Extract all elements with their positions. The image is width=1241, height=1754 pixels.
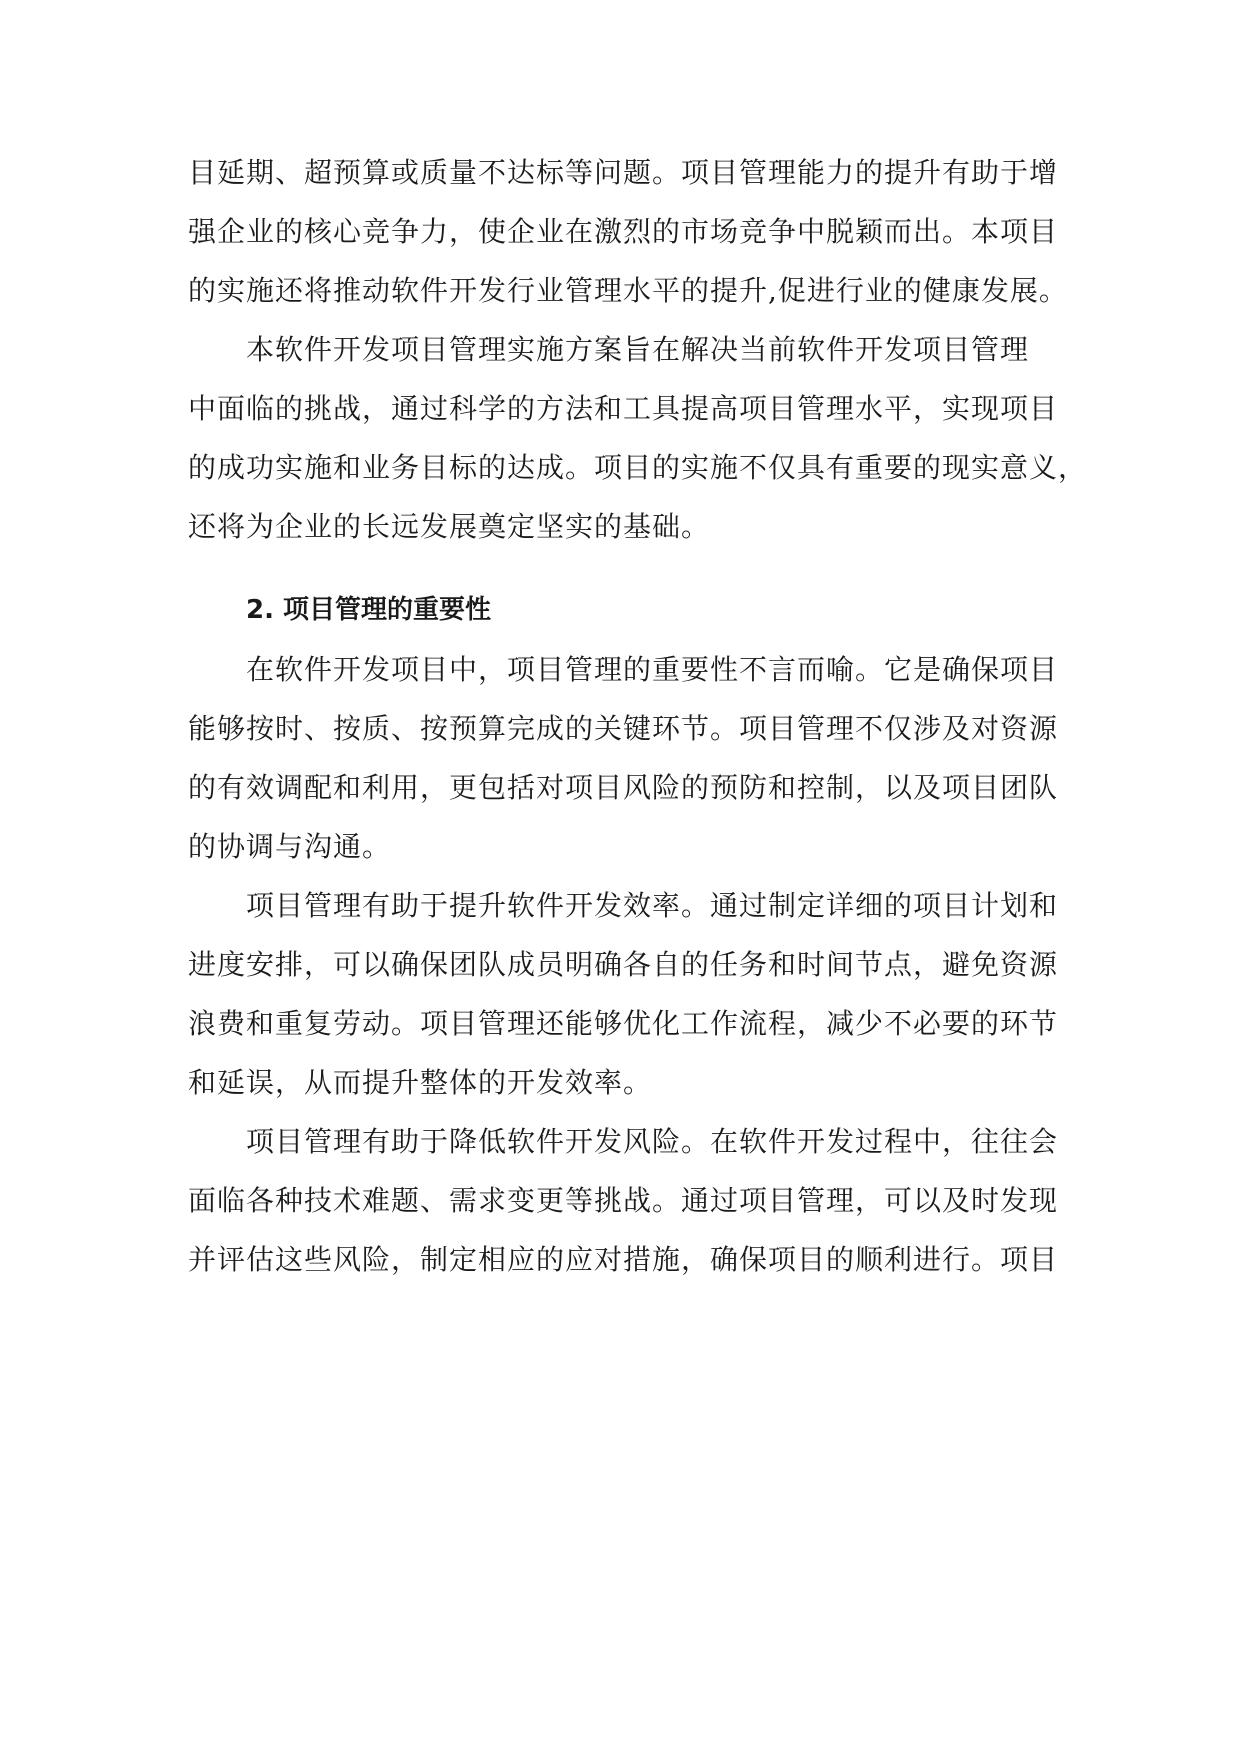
paragraph-line: 浪费和重复劳动。项目管理还能够优化工作流程，减少不必要的环节 bbox=[188, 1007, 1059, 1040]
paragraph-line: 和延误，从而提升整体的开发效率。 bbox=[188, 1066, 653, 1099]
paragraph-line: 并评估这些风险，制定相应的应对措施，确保项目的顺利进行。项目 bbox=[188, 1243, 1059, 1276]
paragraph-line: 还将为企业的长远发展奠定坚实的基础。 bbox=[188, 510, 711, 543]
spacer bbox=[188, 556, 1068, 581]
section-number: 2. bbox=[246, 595, 274, 625]
paragraph-line: 中面临的挑战，通过科学的方法和工具提高项目管理水平，实现项目 bbox=[188, 392, 1059, 425]
paragraph-line: 面临各种技术难题、需求变更等挑战。通过项目管理，可以及时发现 bbox=[188, 1184, 1059, 1217]
paragraph-first-line: 项目管理有助于提升软件开发效率。通过制定详细的项目计划和 bbox=[246, 889, 1059, 922]
paragraph-first-line: 本软件开发项目管理实施方案旨在解决当前软件开发项目管理 bbox=[246, 333, 1030, 366]
paragraph-line: 能够按时、按质、按预算完成的关键环节。项目管理不仅涉及对资源 bbox=[188, 712, 1059, 745]
document-body bbox=[188, 143, 1088, 1289]
paragraph-first-line: 在软件开发项目中，项目管理的重要性不言而喻。它是确保项目 bbox=[246, 653, 1059, 686]
paragraph-line: 目延期、超预算或质量不达标等问题。项目管理能力的提升有助于增 bbox=[188, 156, 1059, 189]
section-heading bbox=[188, 581, 1068, 640]
paragraph-first-line: 项目管理有助于降低软件开发风险。在软件开发过程中，往往会 bbox=[246, 1125, 1059, 1158]
section-title: 项目管理的重要性 bbox=[283, 595, 492, 625]
paragraph-line: 进度安排，可以确保团队成员明确各自的任务和时间节点，避免资源 bbox=[188, 948, 1059, 981]
paragraph-line: 的有效调配和利用，更包括对项目风险的预防和控制，以及项目团队 bbox=[188, 771, 1059, 804]
paragraph-line: 的实施还将推动软件开发行业管理水平的提升,促进行业的健康发展。 bbox=[188, 274, 1068, 307]
paragraph-line: 的协调与沟通。 bbox=[188, 830, 392, 863]
paragraph-line: 强企业的核心竞争力，使企业在激烈的市场竞争中脱颖而出。本项目 bbox=[188, 215, 1059, 248]
paragraph-line: 的成功实施和业务目标的达成。项目的实施不仅具有重要的现实意义， bbox=[188, 451, 1088, 484]
